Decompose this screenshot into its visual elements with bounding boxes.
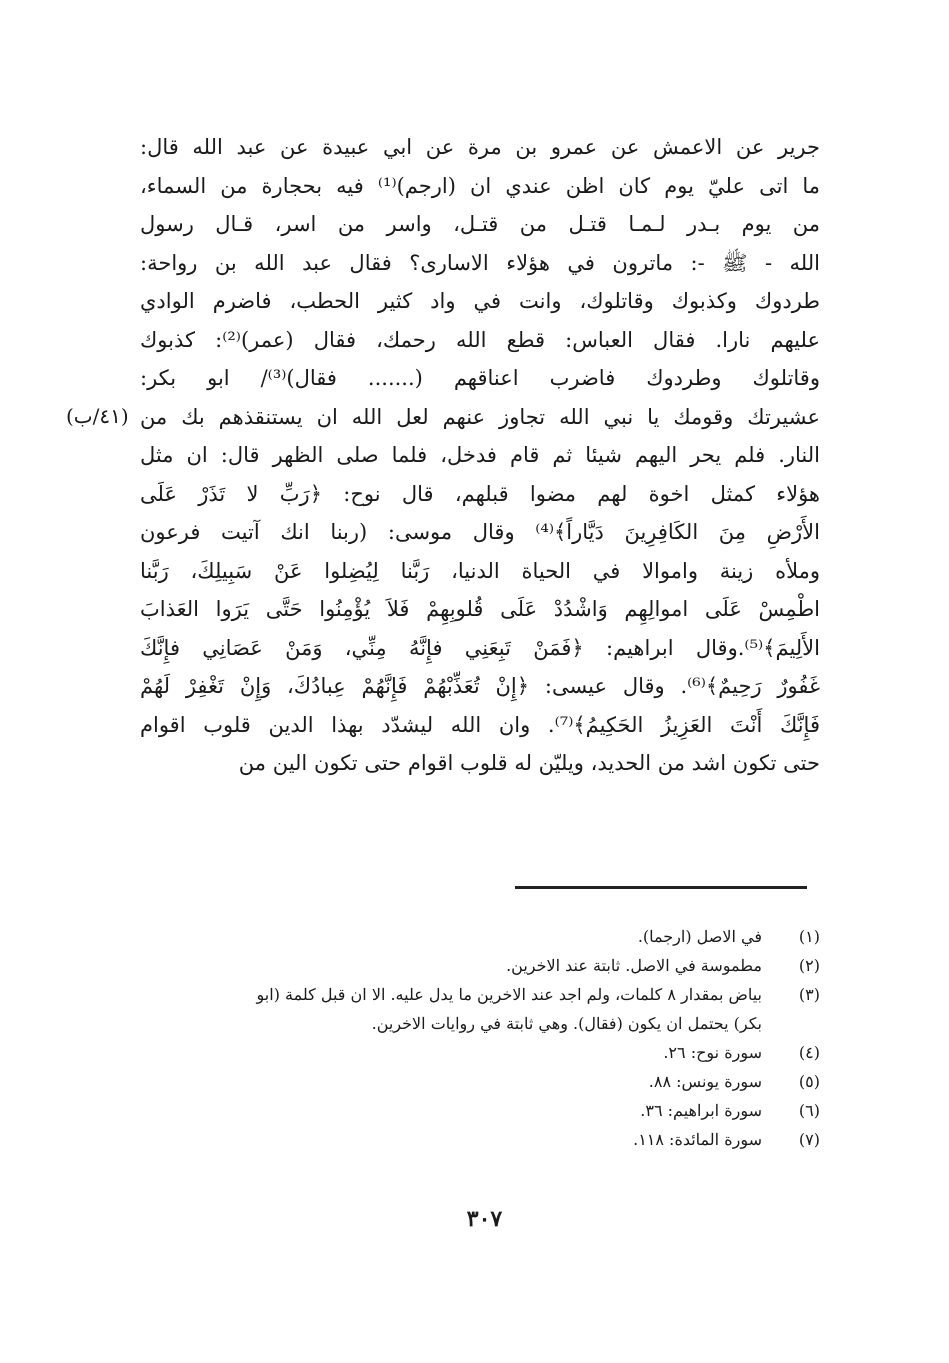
footnote-text-line: بكر) يحتمل ان يكون (فقال). وهي ثابتة في روايات الاخرين. [371,1014,762,1033]
body-line: الأَرْضِ مِنَ الكَافِرِينَ دَيَّاراً﴾⁽⁴⁾ وقال موسى: (ربنا انك آتيت فرعون [140,520,820,544]
body-line: من يوم بـدر لـمـا قتـل من قتـل، واسر من اسر، قـال رسول [140,212,820,236]
footnote-item [140,1038,820,1067]
body-line: الله - ﷺ -: ماترون في هؤلاء الاسارى؟ فقال عبد الله بن رواحة: [140,250,820,275]
body-line: طردوك وكذبوك وقاتلوك، وانت في واد كثير الحطب، فاضرم الوادي [140,289,820,313]
footnote-number: (٦) [798,1101,820,1120]
body-line: هؤلاء كمثل اخوة لهم مضوا قبلهم، قال نوح: ﴿رَبِّ لا تَذَرْ عَلَى [140,481,820,506]
footnote-number: (٥) [798,1072,820,1091]
page-number: ٣٠٧ [466,1206,503,1232]
body-line: وملأه زينة واموالا في الحياة الدنيا، رَبَّنا لِيُضِلوا عَنْ سَبِيلِكَ، رَبَّنا [140,558,820,583]
footnote-text: مطموسة في الاصل. ثابتة عند الاخرين. [506,956,762,975]
footnote-text-line: بياض بمقدار ٨ كلمات، ولم اجد عند الاخرين ما يدل عليه. الا ان قبل كلمة (ابو [256,985,762,1004]
footnote-text: في الاصل (ارجما). [637,927,762,946]
body-line: وقاتلوك وطردوك فاضرب اعناقهم (....... فقال)⁽³⁾/ ابو بكر: [140,366,820,390]
body-line: فَإِنَّكَ أَنْتَ العَزِيزُ الحَكِيمُ﴾⁽⁷⁾. وان الله ليشدّد بهذا الدين قلوب اقوام [140,712,820,737]
footnote-number: (٢) [798,956,820,975]
footnote-item [140,951,820,980]
footnote-item [140,1096,820,1125]
body-line: غَفُورٌ رَحِيمٌ﴾⁽⁶⁾. وقال عيسى: ﴿إِنْ تُعَذِّبْهُمْ فَإِنَّهُمْ عِبادُكَ، وَإِنْ تَغْفِرْ لَهُمْ [140,674,821,698]
footnote-item [140,1067,820,1096]
body-line: الأَلِيمَ﴾⁽⁵⁾.وقال ابراهيم: ﴿فَمَنْ تَبِعَنِي فإِنَّهُ مِنِّي، وَمَنْ عَصَانِي فإِنَّكَ [140,635,820,660]
footnote-divider [515,886,807,889]
folio-margin-note: (٤١/ب) [66,404,129,428]
body-line: عليهم نارا. فقال العباس: قطع الله رحمك، فقال (عمر)⁽²⁾: كذبوك [140,327,820,352]
footnote-text: سورة يونس: ٨٨. [648,1072,762,1091]
body-text [140,128,820,783]
footnote-text: سورة ابراهيم: ٣٦. [640,1101,762,1120]
footnote-item [140,1125,820,1154]
body-line: حتى تكون اشد من الحديد، ويليّن له قلوب اقوام حتى تكون الين من [238,751,820,775]
footnote-number: (٤) [798,1043,820,1062]
footnote-item [140,980,820,1038]
body-line: اطْمِسْ عَلَى اموالِهِم وَاشْدُدْ عَلَى قُلوبِهِمْ فَلاَ يُؤْمِنُوا حَتَّى يَرَوا العَذابَ [140,597,820,621]
body-line: النار. فلم يحر اليهم شيئا ثم قام فدخل، فلما صلى الظهر قال: ان مثل [140,443,820,467]
body-line: عشيرتك وقومك يا نبي الله تجاوز عنهم لعل الله ان يستنقذهم بك من [140,404,820,429]
footnote-text: سورة المائدة: ١١٨. [633,1130,762,1149]
footnote-item [140,922,820,951]
footnotes [140,922,820,1154]
footnote-number: (١) [798,927,820,946]
footnote-number: (٣) [798,985,820,1004]
body-line: جرير عن الاعمش عن عمرو بن مرة عن ابي عبيدة عن عبد الله قال: [140,135,820,159]
body-line: ما اتى عليّ يوم كان اظن عندي ان (ارجم)⁽¹⁾ فيه بحجارة من السماء، [140,173,821,198]
footnote-text: سورة نوح: ٢٦. [663,1043,762,1062]
footnote-number: (٧) [798,1130,820,1149]
footnote-text [140,980,762,1038]
